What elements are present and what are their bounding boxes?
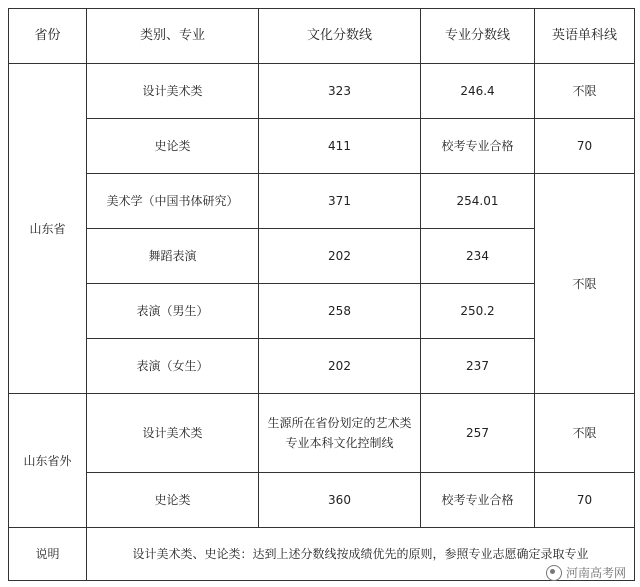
category-cell: 史论类 bbox=[87, 119, 259, 174]
professional-score-cell: 250.2 bbox=[421, 284, 535, 339]
culture-score-cell: 323 bbox=[259, 64, 421, 119]
culture-score-cell: 360 bbox=[259, 473, 421, 528]
english-score-cell: 不限 bbox=[535, 64, 635, 119]
english-score-merged-cell: 不限 bbox=[535, 174, 635, 394]
province-cell: 山东省外 bbox=[9, 394, 87, 528]
table-row bbox=[9, 64, 635, 119]
culture-score-line: 生源所在省份划定的艺术类 bbox=[267, 416, 412, 430]
professional-score-cell: 246.4 bbox=[421, 64, 535, 119]
province-cell: 山东省 bbox=[9, 64, 87, 394]
watermark bbox=[546, 564, 626, 581]
admission-score-table bbox=[8, 8, 635, 581]
category-cell: 设计美术类 bbox=[87, 394, 259, 473]
table-row bbox=[9, 473, 635, 528]
header-professional-score: 专业分数线 bbox=[421, 9, 535, 64]
header-english-score: 英语单科线 bbox=[535, 9, 635, 64]
culture-score-cell: 371 bbox=[259, 174, 421, 229]
professional-score-cell: 校考专业合格 bbox=[421, 473, 535, 528]
culture-score-cell: 411 bbox=[259, 119, 421, 174]
professional-score-cell: 234 bbox=[421, 229, 535, 284]
note-text: 设计美术类、史论类：达到上述分数线按成绩优先的原则，参照专业志愿确定录取专业 bbox=[87, 528, 635, 581]
culture-score-cell: 258 bbox=[259, 284, 421, 339]
header-row bbox=[9, 9, 635, 64]
category-cell: 设计美术类 bbox=[87, 64, 259, 119]
english-score-cell: 70 bbox=[535, 119, 635, 174]
culture-score-line: 专业本科文化控制线 bbox=[285, 436, 394, 450]
table-row bbox=[9, 119, 635, 174]
category-cell: 美术学（中国书体研究） bbox=[87, 174, 259, 229]
professional-score-cell: 254.01 bbox=[421, 174, 535, 229]
table-row bbox=[9, 394, 635, 473]
wechat-icon bbox=[546, 565, 562, 581]
header-category: 类别、专业 bbox=[87, 9, 259, 64]
english-score-cell: 70 bbox=[535, 473, 635, 528]
category-cell: 表演（男生） bbox=[87, 284, 259, 339]
watermark-text: 河南高考网 bbox=[565, 566, 626, 580]
category-cell: 舞蹈表演 bbox=[87, 229, 259, 284]
header-culture-score: 文化分数线 bbox=[259, 9, 421, 64]
table-row bbox=[9, 174, 635, 229]
category-cell: 表演（女生） bbox=[87, 339, 259, 394]
note-label: 说明 bbox=[9, 528, 87, 581]
professional-score-cell: 257 bbox=[421, 394, 535, 473]
note-row bbox=[9, 528, 635, 581]
category-cell: 史论类 bbox=[87, 473, 259, 528]
professional-score-cell: 校考专业合格 bbox=[421, 119, 535, 174]
english-score-cell: 不限 bbox=[535, 394, 635, 473]
header-province: 省份 bbox=[9, 9, 87, 64]
professional-score-cell: 237 bbox=[421, 339, 535, 394]
culture-score-cell bbox=[259, 394, 421, 473]
culture-score-cell: 202 bbox=[259, 339, 421, 394]
culture-score-cell: 202 bbox=[259, 229, 421, 284]
